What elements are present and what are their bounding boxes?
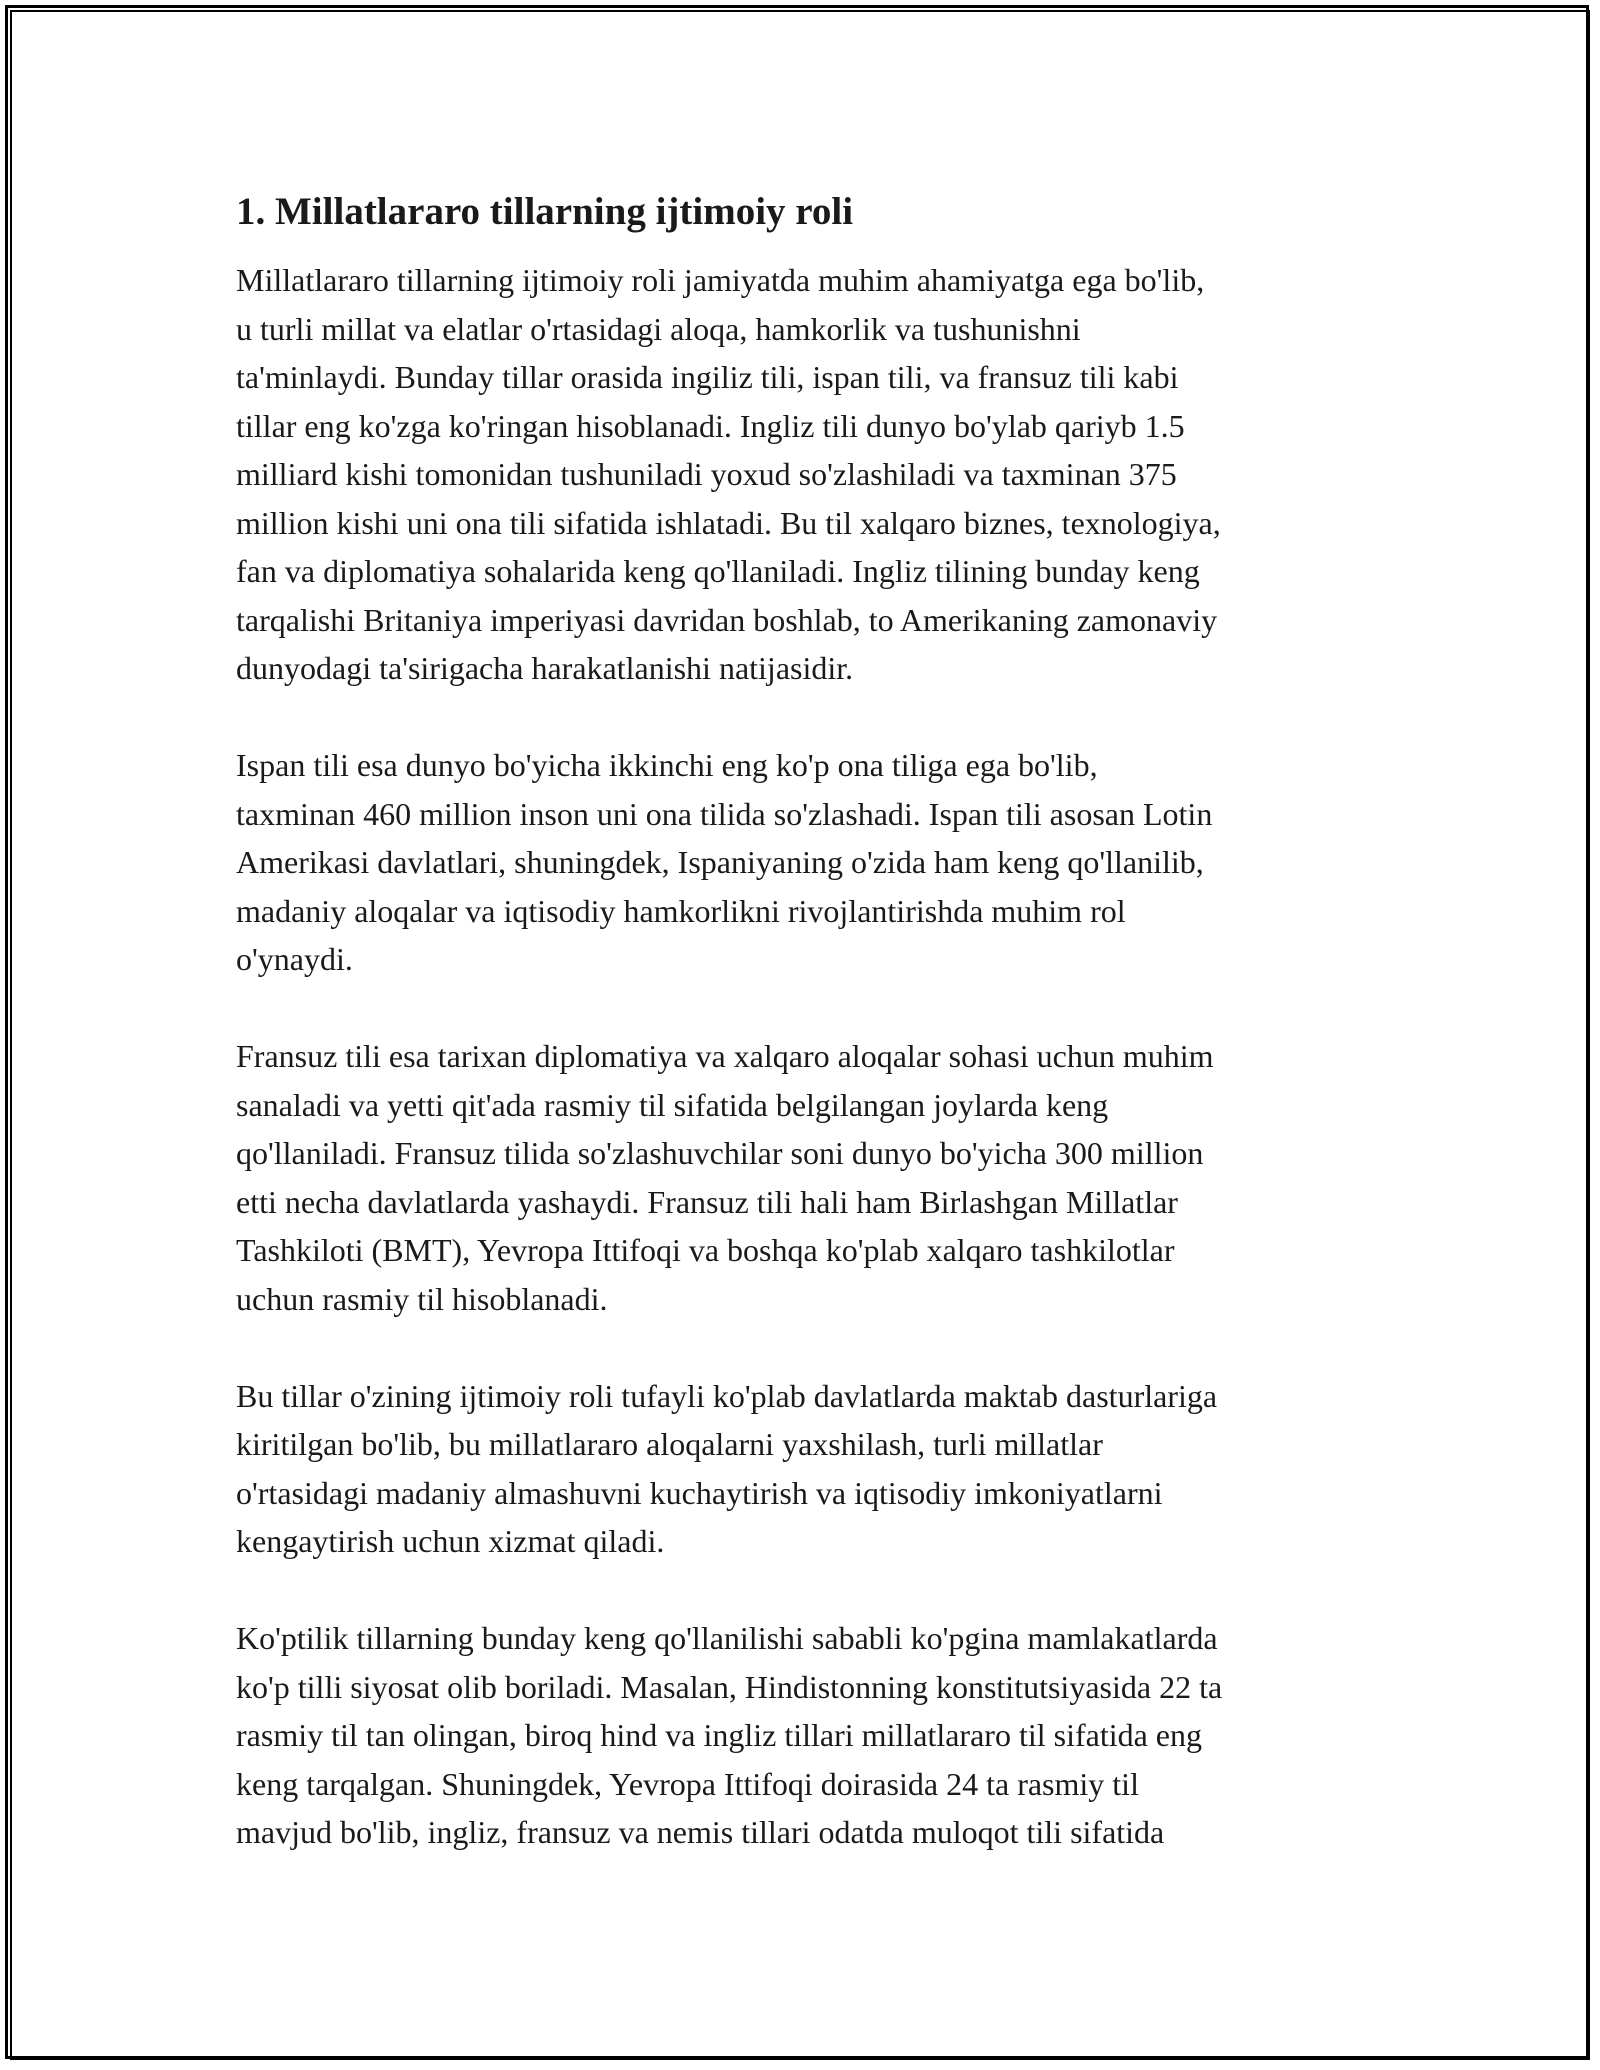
text-line: Ko'ptilik tillarning bunday keng qo'llanilishi sababli ko'pgina mamlakatlarda (236, 1620, 1218, 1656)
text-line: tarqalishi Britaniya imperiyasi davridan boshlab, to Amerikaning zamonaviy (236, 601, 1218, 638)
text-line: kiritilgan bo'lib, bu millatlararo aloqalarni yaxshilash, turli millatlar (236, 1426, 1103, 1462)
text-line: o'rtasidagi madaniy almashuvni kuchaytirish va iqtisodiy imkoniyatlarni (236, 1474, 1163, 1511)
paragraph-5 (236, 1614, 1376, 1857)
text-line: tillar eng ko'zga ko'ringan hisoblanadi. Ingliz tili dunyo bo'ylab qariyb 1.5 (236, 407, 1185, 444)
text-line: Bu tillar o'zining ijtimoiy roli tufayli ko'plab davlatlarda maktab dasturlariga (236, 1377, 1218, 1414)
section-heading: 1. Millatlararo tillarning ijtimoiy roli (236, 190, 854, 233)
paragraph-3 (236, 1032, 1376, 1323)
text-line: kengaytirish uchun xizmat qiladi. (236, 1523, 665, 1559)
text-line: milliard kishi tomonidan tushuniladi yoxud so'zlashiladi va taxminan 375 (236, 456, 1177, 492)
text-line: etti necha davlatlarda yashaydi. Fransuz tili hali ham Birlashgan Millatlar (236, 1183, 1178, 1220)
text-line: fan va diplomatiya sohalarida keng qo'llaniladi. Ingliz tilining bunday keng (236, 553, 1200, 589)
text-line: keng tarqalgan. Shuningdek, Yevropa Ittifoqi doirasida 24 ta rasmiy til (236, 1765, 1139, 1802)
paragraph-2 (236, 741, 1376, 984)
text-line: ta'minlaydi. Bunday tillar orasida ingiliz tili, ispan tili, va fransuz tili kabi (236, 359, 1179, 395)
text-line: madaniy aloqalar va iqtisodiy hamkorlikni rivojlantirishda muhim rol (236, 892, 1126, 929)
paragraph-4 (236, 1372, 1376, 1566)
text-line: rasmiy til tan olingan, biroq hind va ingliz tillari millatlararo til sifatida eng (236, 1717, 1202, 1753)
text-line: Amerikasi davlatlari, shuningdek, Ispaniyaning o'zida ham keng qo'llanilib, (236, 844, 1204, 880)
text-line: o'ynaydi. (236, 941, 353, 977)
text-line: u turli millat va elatlar o'rtasidagi aloqa, hamkorlik va tushunishni (236, 310, 1081, 347)
text-line: million kishi uni ona tili sifatida ishlatadi. Bu til xalqaro biznes, texnologiya, (236, 504, 1221, 541)
text-line: Ispan tili esa dunyo bo'yicha ikkinchi eng ko'p ona tiliga ega bo'lib, (236, 747, 1098, 783)
text-line: Millatlararo tillarning ijtimoiy roli jamiyatda muhim ahamiyatga ega bo'lib, (236, 262, 1205, 298)
document-body (236, 186, 1376, 1905)
text-line: Fransuz tili esa tarixan diplomatiya va xalqaro aloqalar sohasi uchun muhim (236, 1038, 1214, 1074)
text-line: qo'llaniladi. Fransuz tilida so'zlashuvchilar soni dunyo bo'yicha 300 million (236, 1135, 1204, 1171)
text-line: taxminan 460 million inson uni ona tilida so'zlashadi. Ispan tili asosan Lotin (236, 795, 1213, 832)
text-line: sanaladi va yetti qit'ada rasmiy til sifatida belgilangan joylarda keng (236, 1086, 1109, 1123)
text-line: Tashkiloti (BMT), Yevropa Ittifoqi va boshqa ko'plab xalqaro tashkilotlar (236, 1232, 1175, 1268)
text-line: uchun rasmiy til hisoblanadi. (236, 1280, 608, 1317)
text-line: dunyodagi ta'sirigacha harakatlanishi natijasidir. (236, 650, 854, 686)
text-line: mavjud bo'lib, ingliz, fransuz va nemis tillari odatda muloqot tili sifatida (236, 1814, 1165, 1850)
paragraph-1 (236, 256, 1376, 693)
text-line: ko'p tilli siyosat olib boriladi. Masalan, Hindistonning konstitutsiyasida 22 ta (236, 1668, 1223, 1705)
